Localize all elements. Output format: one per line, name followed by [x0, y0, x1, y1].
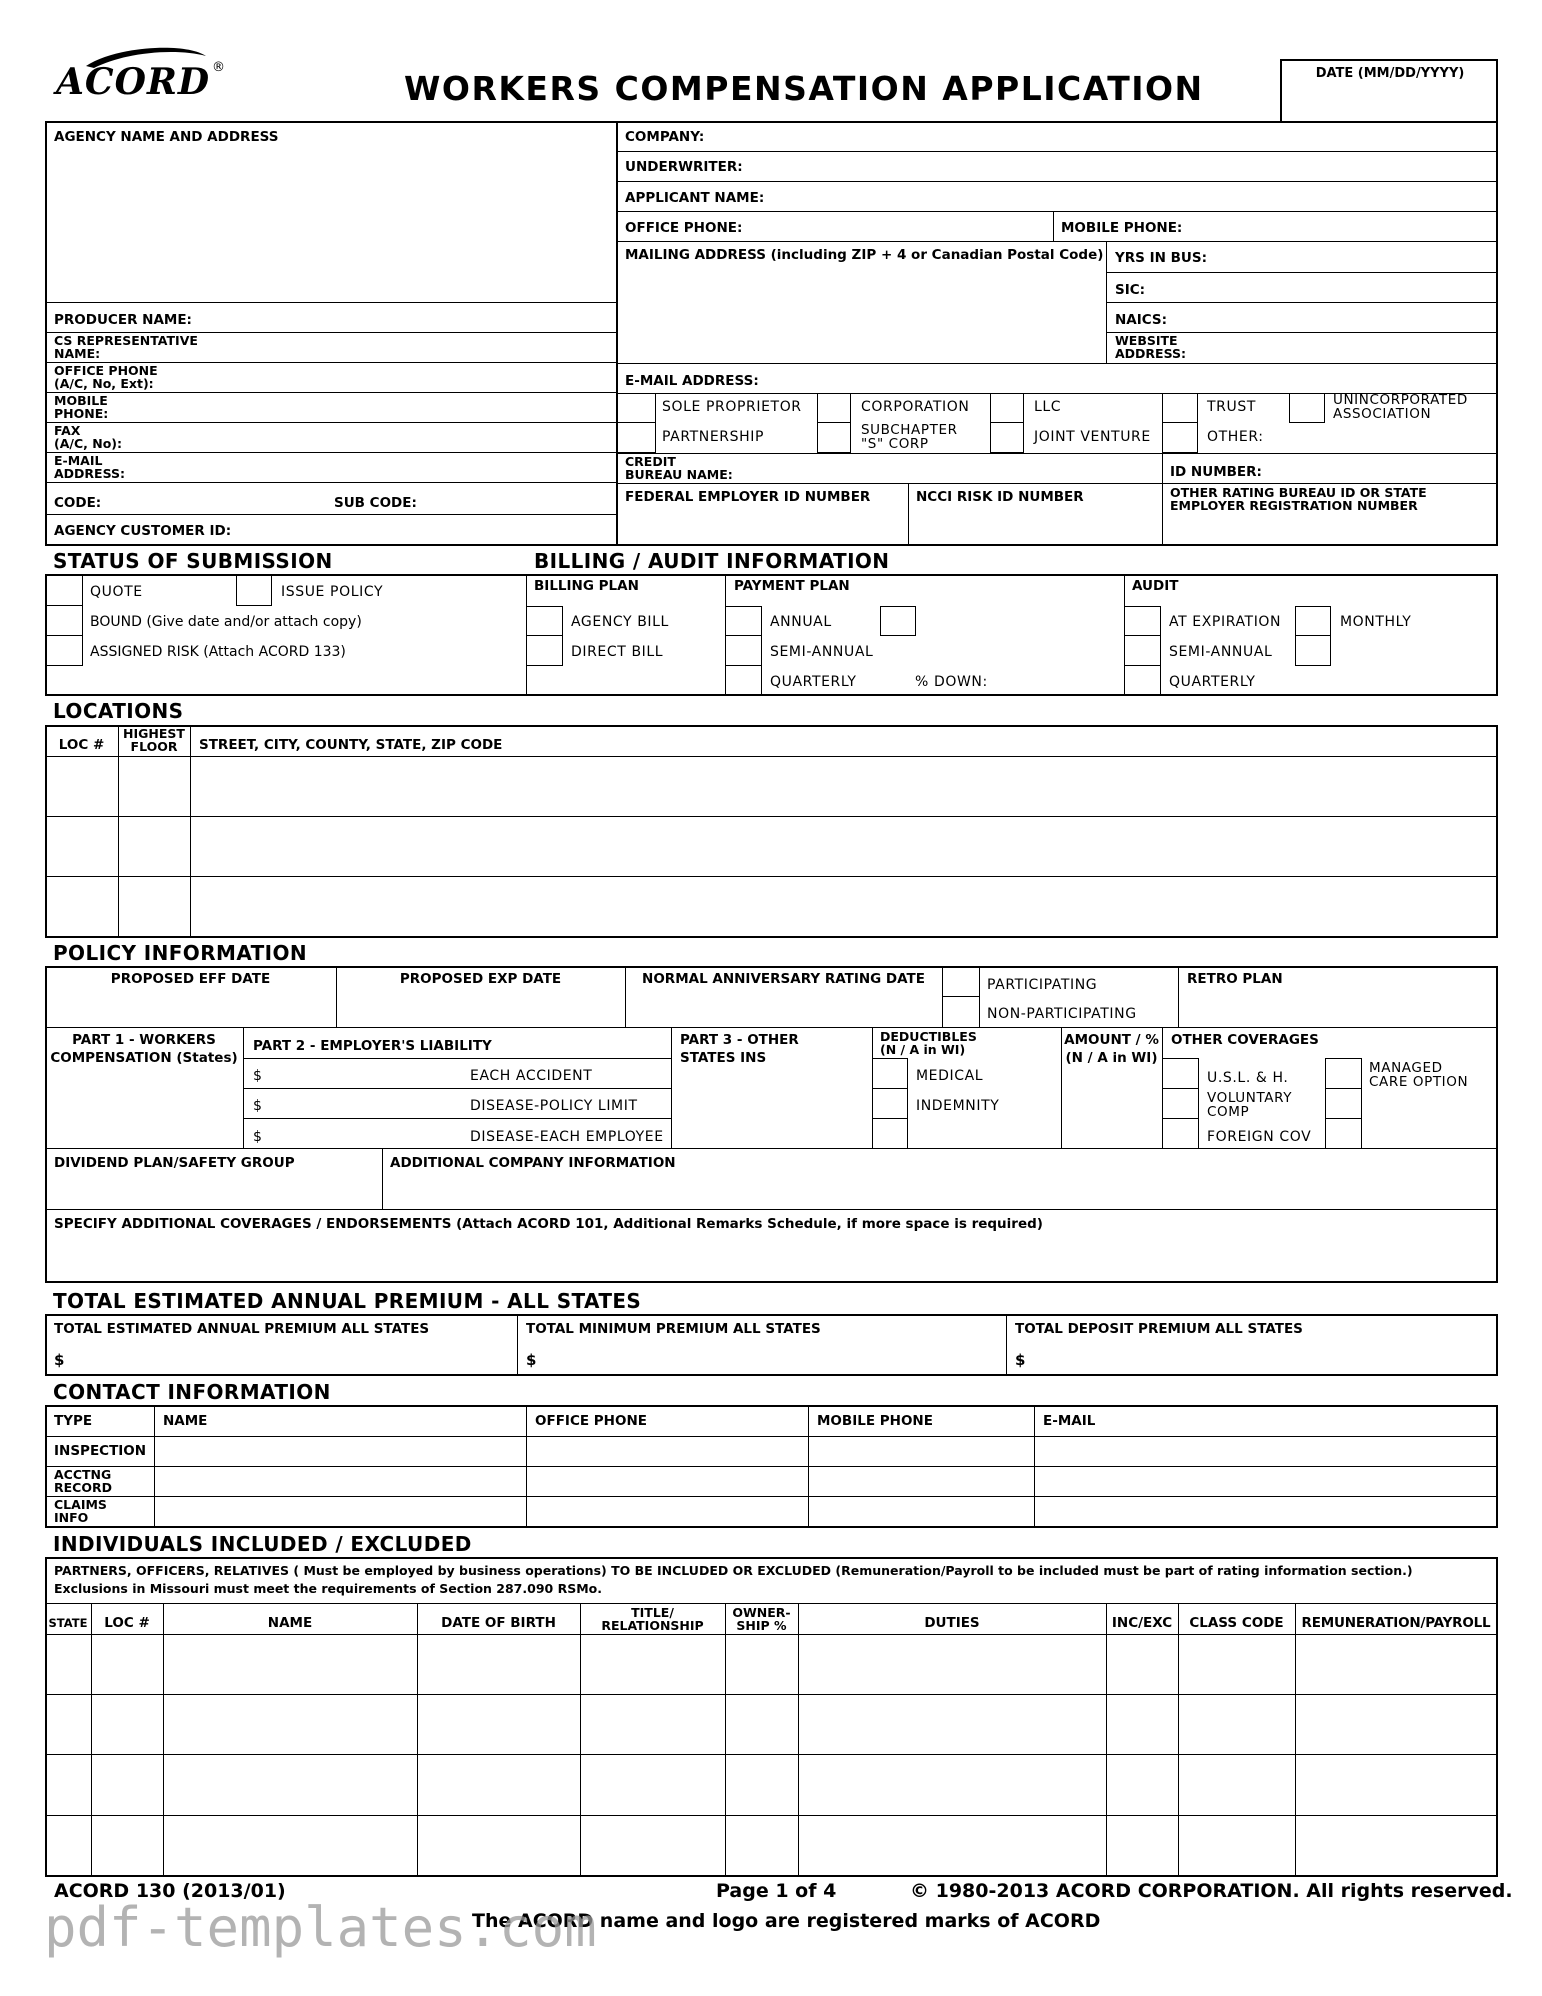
deductibles-label-2: (N / A in WI) — [880, 1042, 966, 1057]
individuals-note-2: Exclusions in Missouri must meet the requirements of Section 287.090 RSMo. — [54, 1581, 602, 1596]
company-label: COMPANY: — [625, 129, 705, 145]
each-accident-label: EACH ACCIDENT — [470, 1068, 593, 1084]
indemnity-option: INDEMNITY — [916, 1098, 1000, 1114]
foreign-cov-checkbox[interactable] — [1163, 1119, 1197, 1147]
part3-label-2: STATES INS — [680, 1050, 767, 1066]
total-deposit-label: TOTAL DEPOSIT PREMIUM ALL STATES — [1015, 1321, 1303, 1337]
part3-label: PART 3 - OTHER — [680, 1032, 799, 1048]
agency-customer-id-label: AGENCY CUSTOMER ID: — [54, 523, 232, 539]
amount-label: AMOUNT / % — [1064, 1032, 1159, 1048]
specify-coverages-label: SPECIFY ADDITIONAL COVERAGES / ENDORSEMENTS (Attach ACORD 101, Additional Remarks Schedule, if more space is required) — [54, 1216, 1043, 1232]
ownership-column-header: OWNER- — [732, 1605, 791, 1620]
voluntary-comp-checkbox[interactable] — [1163, 1089, 1197, 1117]
cs-rep-label: CS REPRESENTATIVE — [54, 333, 198, 348]
contact-claims-label-2: INFO — [54, 1510, 89, 1525]
applicant-name-label: APPLICANT NAME: — [625, 190, 765, 206]
other-entity-checkbox[interactable] — [1162, 423, 1198, 453]
title-column-header: TITLE/ — [631, 1605, 674, 1620]
agency-fax-label: FAX — [54, 423, 81, 438]
deductibles-label: DEDUCTIBLES — [880, 1029, 977, 1044]
contact-claims-label: CLAIMS — [54, 1497, 107, 1512]
eff-date-label: PROPOSED EFF DATE — [110, 971, 271, 987]
total-estimated-dollar: $ — [54, 1351, 65, 1369]
loc-column-header: LOC # — [58, 737, 105, 753]
dob-column-header: DATE OF BIRTH — [441, 1615, 556, 1631]
anniversary-date-label: NORMAL ANNIVERSARY RATING DATE — [642, 971, 925, 987]
each-accident-dollar: $ — [253, 1068, 263, 1084]
form-number: ACORD 130 (2013/01) — [54, 1880, 286, 1902]
corporation-option: CORPORATION — [861, 399, 970, 415]
foreign-cov-option: FOREIGN COV — [1207, 1129, 1312, 1145]
policy-section-title: POLICY INFORMATION — [53, 941, 308, 965]
duties-column-header: DUTIES — [924, 1615, 980, 1631]
individual-row[interactable] — [47, 1817, 1496, 1875]
watermark: pdf-templates.com — [44, 1896, 597, 1959]
location-row[interactable] — [192, 878, 1496, 936]
location-row[interactable] — [192, 758, 1496, 815]
semi-annual-checkbox[interactable] — [726, 636, 762, 666]
managed-care-option-2: CARE OPTION — [1369, 1074, 1469, 1090]
total-estimated-label: TOTAL ESTIMATED ANNUAL PREMIUM ALL STATES — [54, 1321, 430, 1337]
dividend-plan-label: DIVIDEND PLAN/SAFETY GROUP — [54, 1155, 295, 1171]
exp-date-label: PROPOSED EXP DATE — [399, 971, 562, 987]
direct-bill-checkbox[interactable] — [527, 636, 563, 666]
agency-mobile-label: MOBILE — [54, 393, 108, 408]
total-minimum-dollar: $ — [526, 1351, 537, 1369]
total-deposit-dollar: $ — [1015, 1351, 1026, 1369]
subchapter-s-checkbox[interactable] — [817, 423, 851, 453]
quote-checkbox[interactable] — [47, 576, 83, 606]
pct-down-label: % DOWN: — [915, 674, 988, 690]
audit-quarterly-option: QUARTERLY — [1169, 674, 1256, 690]
credit-bureau-label: CREDIT — [625, 454, 676, 469]
monthly-checkbox[interactable] — [1295, 606, 1331, 636]
sic-label: SIC: — [1115, 282, 1146, 298]
usl-checkbox[interactable] — [1163, 1059, 1197, 1087]
status-section-title: STATUS OF SUBMISSION — [53, 549, 333, 573]
cs-rep-label-2: NAME: — [54, 346, 101, 361]
class-code-column-header: CLASS CODE — [1189, 1615, 1284, 1631]
credit-bureau-label-2: BUREAU NAME: — [625, 467, 733, 482]
sub-code-label: SUB CODE: — [334, 495, 417, 511]
assigned-risk-option: ASSIGNED RISK (Attach ACORD 133) — [90, 644, 346, 660]
disease-policy-dollar: $ — [253, 1098, 263, 1114]
state-column-header: STATE — [48, 1616, 88, 1630]
sole-proprietor-checkbox[interactable] — [618, 394, 656, 423]
website-label-2: ADDRESS: — [1115, 346, 1187, 361]
highest-floor-header: HIGHEST — [123, 726, 185, 741]
agency-fax-label-2: (A/C, No): — [54, 436, 122, 451]
non-participating-option: NON-PARTICIPATING — [987, 1006, 1137, 1022]
at-expiration-option: AT EXPIRATION — [1169, 614, 1282, 630]
applicant-office-phone-label: OFFICE PHONE: — [625, 220, 743, 236]
locations-section-title: LOCATIONS — [53, 699, 184, 723]
part1-label-2: COMPENSATION (States) — [50, 1050, 238, 1066]
highest-floor-header-2: FLOOR — [130, 739, 178, 754]
unincorporated-option: UNINCORPORATED — [1333, 392, 1468, 408]
logo-registered-mark: ® — [212, 60, 225, 75]
underwriter-label: UNDERWRITER: — [625, 159, 743, 175]
trust-checkbox[interactable] — [1162, 394, 1198, 423]
other-bureau-label-2: EMPLOYER REGISTRATION NUMBER — [1170, 498, 1418, 513]
billing-section-title: BILLING / AUDIT INFORMATION — [534, 549, 890, 573]
employers-liability-fields[interactable] — [246, 1060, 669, 1147]
agency-bill-checkbox[interactable] — [527, 606, 563, 636]
quarterly-option: QUARTERLY — [770, 674, 857, 690]
retro-plan-label: RETRO PLAN — [1187, 971, 1283, 987]
applicant-email-label: E-MAIL ADDRESS: — [625, 373, 759, 389]
joint-venture-checkbox[interactable] — [990, 423, 1024, 453]
at-expiration-checkbox[interactable] — [1125, 606, 1161, 636]
audit-semi-annual-checkbox[interactable] — [1125, 636, 1161, 666]
agency-office-phone-label-2: (A/C, No, Ext): — [54, 376, 154, 391]
bound-checkbox[interactable] — [47, 606, 83, 636]
part1-label: PART 1 - WORKERS — [72, 1032, 216, 1048]
non-participating-checkbox[interactable] — [943, 997, 978, 1026]
medical-deductible-checkbox[interactable] — [873, 1059, 906, 1087]
form-title: WORKERS COMPENSATION APPLICATION — [404, 69, 1204, 108]
participating-checkbox[interactable] — [943, 967, 978, 995]
audit-semi-annual-option: SEMI-ANNUAL — [1169, 644, 1273, 660]
registered-marks: The ACORD name and logo are registered marks of ACORD — [472, 1910, 1101, 1932]
disease-employee-dollar: $ — [253, 1129, 263, 1145]
sole-proprietor-option: SOLE PROPRIETOR — [662, 399, 802, 415]
additional-coverages-field[interactable] — [47, 1234, 1496, 1281]
medical-option: MEDICAL — [916, 1068, 984, 1084]
agency-email-label: E-MAIL — [54, 453, 103, 468]
other-coverages-label: OTHER COVERAGES — [1171, 1032, 1319, 1048]
individual-row[interactable] — [47, 1696, 1496, 1753]
quarterly-checkbox[interactable] — [726, 666, 762, 694]
contact-acctng-label: ACCTNG — [54, 1467, 112, 1482]
voluntary-comp-option-2: COMP — [1207, 1104, 1250, 1120]
mailing-address-label: MAILING ADDRESS (including ZIP + 4 or Canadian Postal Code) — [625, 247, 1104, 263]
indemnity-deductible-checkbox[interactable] — [873, 1089, 906, 1117]
agency-office-phone-label: OFFICE PHONE — [54, 363, 158, 378]
agency-bill-option: AGENCY BILL — [571, 614, 669, 630]
contact-name-header: NAME — [163, 1413, 208, 1429]
llc-option: LLC — [1034, 399, 1062, 415]
managed-care-checkbox[interactable] — [1326, 1059, 1360, 1087]
corporation-checkbox[interactable] — [817, 394, 851, 423]
contact-mobile-phone-header: MOBILE PHONE — [817, 1413, 933, 1429]
website-label: WEBSITE — [1115, 333, 1178, 348]
loc-column-header: LOC # — [104, 1615, 150, 1631]
part2-label: PART 2 - EMPLOYER'S LIABILITY — [253, 1038, 492, 1054]
monthly-option: MONTHLY — [1340, 614, 1412, 630]
contact-acctng-row[interactable] — [156, 1468, 1496, 1495]
logo-text: ACORD — [56, 61, 211, 103]
partnership-option: PARTNERSHIP — [662, 429, 765, 445]
id-number-label: ID NUMBER: — [1170, 464, 1262, 480]
contact-acctng-label-2: RECORD — [54, 1480, 112, 1495]
ownership-column-header-2: SHIP % — [736, 1618, 787, 1633]
joint-venture-option: JOINT VENTURE — [1034, 429, 1151, 445]
ncci-label: NCCI RISK ID NUMBER — [916, 489, 1084, 505]
unincorporated-option-2: ASSOCIATION — [1333, 406, 1432, 422]
audit-extra-checkbox[interactable] — [1295, 636, 1331, 666]
producer-name-label: PRODUCER NAME: — [54, 312, 192, 328]
agency-email-label-2: ADDRESS: — [54, 466, 126, 481]
llc-checkbox[interactable] — [990, 394, 1024, 423]
individual-row[interactable] — [47, 1636, 1496, 1693]
issue-policy-option: ISSUE POLICY — [281, 584, 384, 600]
fein-label: FEDERAL EMPLOYER ID NUMBER — [625, 489, 871, 505]
inc-exc-column-header: INC/EXC — [1111, 1615, 1173, 1631]
agency-name-label: AGENCY NAME AND ADDRESS — [54, 129, 279, 145]
amount-label-2: (N / A in WI) — [1065, 1050, 1158, 1066]
usl-option: U.S.L. & H. — [1207, 1070, 1289, 1086]
contact-inspection-row[interactable] — [156, 1438, 1496, 1465]
other-payment-checkbox[interactable] — [880, 606, 916, 636]
agency-name-field[interactable] — [47, 145, 615, 302]
contact-type-header: TYPE — [54, 1413, 93, 1429]
individual-row[interactable] — [47, 1756, 1496, 1814]
additional-company-label: ADDITIONAL COMPANY INFORMATION — [390, 1155, 676, 1171]
payment-plan-label: PAYMENT PLAN — [734, 578, 850, 594]
title-column-header-2: RELATIONSHIP — [601, 1618, 704, 1633]
voluntary-comp-option: VOLUNTARY — [1207, 1090, 1293, 1106]
total-minimum-label: TOTAL MINIMUM PREMIUM ALL STATES — [526, 1321, 821, 1337]
individuals-note: PARTNERS, OFFICERS, RELATIVES ( Must be employed by business operations) TO BE INCLUDED OR EXCLUDED (Remuneration/Payroll to be included must be part of rating information section.) — [54, 1563, 1413, 1578]
contact-email-header: E-MAIL — [1043, 1413, 1096, 1429]
direct-bill-option: DIRECT BILL — [571, 644, 664, 660]
annual-checkbox[interactable] — [726, 606, 762, 636]
unincorporated-checkbox[interactable] — [1289, 394, 1325, 423]
issue-policy-checkbox[interactable] — [236, 576, 272, 606]
location-row[interactable] — [192, 818, 1496, 875]
naics-label: NAICS: — [1115, 312, 1168, 328]
page-number: Page 1 of 4 — [716, 1880, 837, 1902]
disease-employee-label: DISEASE-EACH EMPLOYEE — [470, 1129, 664, 1145]
subchapter-s-option-2: "S" CORP — [861, 436, 929, 452]
premium-section-title: TOTAL ESTIMATED ANNUAL PREMIUM - ALL STATES — [53, 1289, 642, 1313]
trust-option: TRUST — [1207, 399, 1256, 415]
individuals-section-title: INDIVIDUALS INCLUDED / EXCLUDED — [53, 1532, 472, 1556]
remuneration-column-header: REMUNERATION/PAYROLL — [1301, 1615, 1491, 1631]
name-column-header: NAME — [267, 1615, 313, 1631]
contact-claims-row[interactable] — [156, 1498, 1496, 1526]
date-label: DATE (MM/DD/YYYY) — [1315, 66, 1465, 81]
audit-label: AUDIT — [1132, 578, 1179, 594]
code-label: CODE: — [54, 495, 102, 511]
agency-mobile-label-2: PHONE: — [54, 406, 109, 421]
managed-care-option: MANAGED — [1369, 1060, 1443, 1076]
disease-policy-label: DISEASE-POLICY LIMIT — [470, 1098, 638, 1114]
quote-option: QUOTE — [90, 584, 143, 600]
semi-annual-option: SEMI-ANNUAL — [770, 644, 874, 660]
partnership-checkbox[interactable] — [618, 423, 656, 453]
copyright: © 1980-2013 ACORD CORPORATION. All rights reserved. — [910, 1880, 1513, 1902]
yrs-in-bus-label: YRS IN BUS: — [1115, 250, 1207, 266]
billing-plan-label: BILLING PLAN — [534, 578, 639, 594]
other-entity-option: OTHER: — [1207, 429, 1264, 445]
subchapter-s-option: SUBCHAPTER — [861, 422, 958, 438]
contact-inspection-label: INSPECTION — [54, 1443, 147, 1459]
other-bureau-label: OTHER RATING BUREAU ID OR STATE — [1170, 485, 1427, 500]
applicant-mobile-phone-label: MOBILE PHONE: — [1061, 220, 1183, 236]
street-column-header: STREET, CITY, COUNTY, STATE, ZIP CODE — [199, 737, 503, 753]
assigned-risk-checkbox[interactable] — [47, 636, 83, 666]
bound-option: BOUND (Give date and/or attach copy) — [90, 614, 362, 630]
audit-quarterly-checkbox[interactable] — [1125, 666, 1161, 694]
contact-office-phone-header: OFFICE PHONE — [535, 1413, 647, 1429]
participating-option: PARTICIPATING — [987, 977, 1098, 993]
annual-option: ANNUAL — [770, 614, 832, 630]
contact-section-title: CONTACT INFORMATION — [53, 1380, 331, 1404]
